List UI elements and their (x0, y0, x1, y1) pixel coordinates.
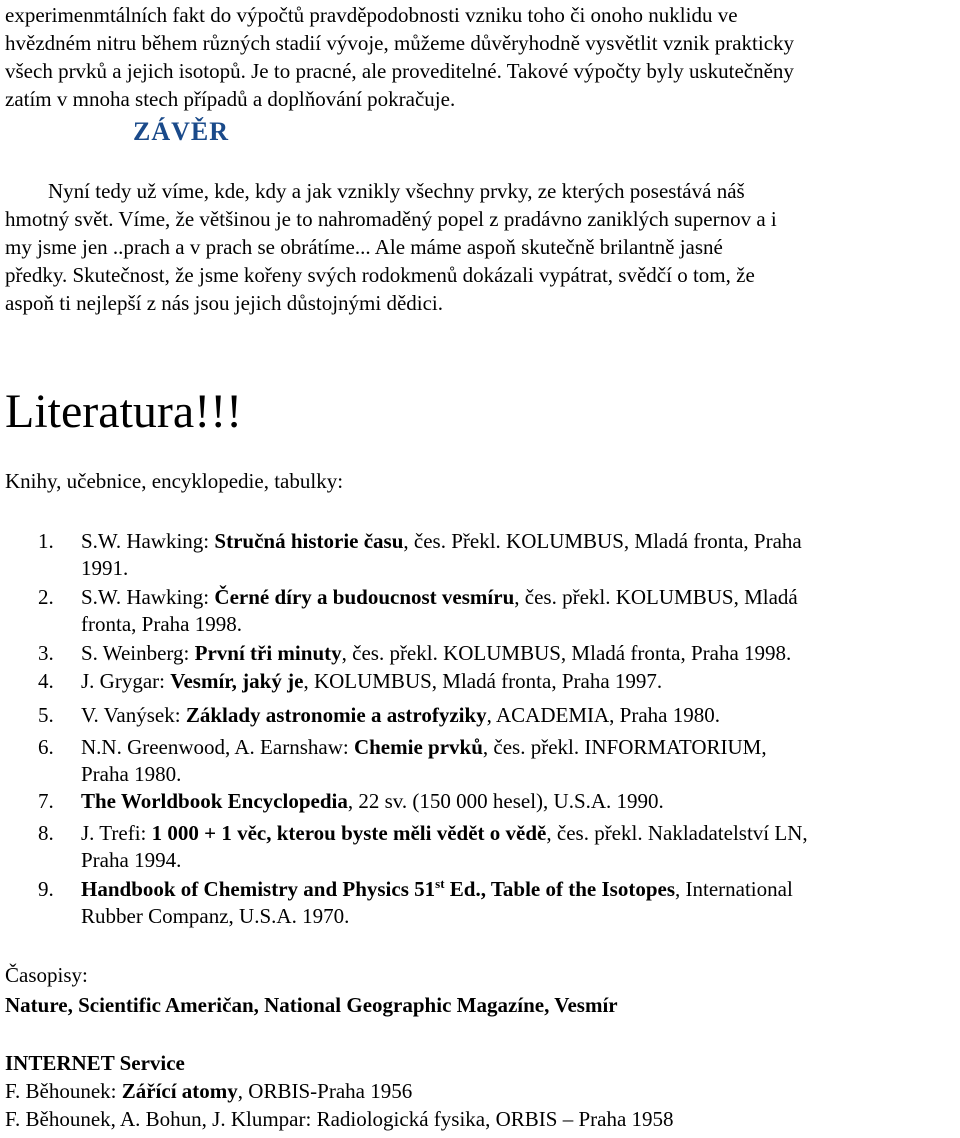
reference-text (81, 734, 956, 788)
reference-number: 9. (38, 877, 54, 901)
reference-continuation: 1991. (81, 556, 129, 580)
reference-title: Černé díry a budoucnost vesmíru (214, 585, 515, 609)
reference-title: Základy astronomie a astrofyziky (185, 703, 487, 727)
reference-superscript: st (435, 876, 445, 891)
internet-heading: INTERNET Service (5, 1051, 185, 1075)
reference-author: J. Grygar: (81, 669, 171, 693)
reference-text (81, 640, 956, 667)
reference-title: Chemie prvků (353, 735, 483, 759)
reference-text (81, 584, 956, 638)
intro-line-2: hvězdném nitru během různých stadií vývoje, můžeme důvěryhodně vysvětlit vznik prakticky (5, 31, 795, 55)
books-heading: Knihy, učebnice, encyklopedie, tabulky: (5, 469, 344, 493)
reference-author: N.N. Greenwood, A. Earnshaw: (81, 735, 354, 759)
intro-line-3: všech prvků a jejich isotopů. Je to pracné, ale proveditelné. Takové výpočty byly uskutečněny (5, 59, 794, 83)
extra-reference-2: F. Běhounek, A. Bohun, J. Klumpar: Radiologická fysika, ORBIS – Praha 1958 (5, 1107, 674, 1131)
reference-publisher: , čes. překl. Nakladatelství LN, (546, 821, 808, 845)
reference-continuation: Rubber Companz, U.S.A. 1970. (81, 904, 350, 928)
extra-author: F. Běhounek: (5, 1079, 122, 1103)
reference-author: S.W. Hawking: (81, 585, 215, 609)
reference-title: Vesmír, jaký je (170, 669, 304, 693)
reference-continuation: Praha 1980. (81, 762, 182, 786)
reference-number: 5. (38, 703, 54, 727)
reference-publisher: , KOLUMBUS, Mladá fronta, Praha 1997. (303, 669, 663, 693)
extra-reference-1 (5, 1078, 412, 1104)
reference-number: 1. (38, 529, 54, 553)
reference-title: První tři minuty (194, 641, 342, 665)
zaver-line-1: Nyní tedy už víme, kde, kdy a jak vznikly všechny prvky, ze kterých posestává náš (48, 179, 745, 203)
casopisy-heading: Časopisy: (5, 963, 88, 987)
reference-title: The Worldbook Encyclopedia (81, 789, 348, 813)
reference-title: 1 000 + 1 věc, kterou byste měli vědět o vědě (151, 821, 547, 845)
intro-line-1: experimenmtálních fakt do výpočtů pravděpodobnosti vzniku toho či onoho nuklidu ve (5, 3, 738, 27)
reference-continuation: fronta, Praha 1998. (81, 612, 242, 636)
casopisy-list: Nature, Scientific Američan, National Geographic Magazíne, Vesmír (5, 993, 618, 1017)
reference-author: J. Trefi: (81, 821, 152, 845)
reference-text (81, 702, 956, 729)
reference-author: S.W. Hawking: (81, 529, 215, 553)
reference-author: S. Weinberg: (81, 641, 195, 665)
reference-number: 4. (38, 669, 54, 693)
reference-text (81, 876, 956, 930)
reference-title: Stručná historie času (214, 529, 404, 553)
reference-title-cont: Ed., Table of the Isotopes (444, 877, 675, 901)
reference-publisher: , čes. překl. INFORMATORIUM, (482, 735, 767, 759)
reference-publisher: , čes. překl. KOLUMBUS, Mladá fronta, Praha 1998. (341, 641, 792, 665)
reference-author: V. Vanýsek: (81, 703, 186, 727)
reference-publisher: , ACADEMIA, Praha 1980. (486, 703, 720, 727)
reference-number: 8. (38, 821, 54, 845)
zaver-heading: ZÁVĚR (133, 117, 230, 146)
reference-title: Handbook of Chemistry and Physics 51 (81, 877, 436, 901)
reference-number: 3. (38, 641, 54, 665)
reference-text (81, 820, 956, 874)
reference-number: 7. (38, 789, 54, 813)
extra-title: Zářící atomy (121, 1079, 238, 1103)
zaver-line-3: my jsme jen ..prach a v prach se obrátíme... Ale máme aspoň skutečně brilantně jasné (5, 235, 723, 259)
zaver-line-4: předky. Skutečnost, že jsme kořeny svých rodokmenů dokázali vypátrat, svědčí o tom, že (5, 263, 755, 287)
reference-text (81, 668, 956, 695)
zaver-line-5: aspoň ti nejlepší z nás jsou jejich důstojnými dědici. (5, 291, 444, 315)
reference-number: 2. (38, 585, 54, 609)
reference-number: 6. (38, 735, 54, 759)
zaver-line-2: hmotný svět. Víme, že většinou je to nahromaděný popel z pradávno zaniklých supernov a i (5, 207, 777, 231)
reference-publisher: , čes. překl. KOLUMBUS, Mladá (514, 585, 798, 609)
reference-continuation: Praha 1994. (81, 848, 182, 872)
reference-publisher: , 22 sv. (150 000 hesel), U.S.A. 1990. (347, 789, 664, 813)
reference-publisher: , International (675, 877, 793, 901)
reference-text (81, 788, 956, 815)
reference-text (81, 528, 956, 582)
literatura-heading: Literatura!!! (5, 385, 243, 438)
extra-publisher: , ORBIS-Praha 1956 (237, 1079, 413, 1103)
reference-publisher: , čes. Překl. KOLUMBUS, Mladá fronta, Praha (403, 529, 802, 553)
intro-line-4: zatím v mnoha stech případů a doplňování pokračuje. (5, 87, 456, 111)
